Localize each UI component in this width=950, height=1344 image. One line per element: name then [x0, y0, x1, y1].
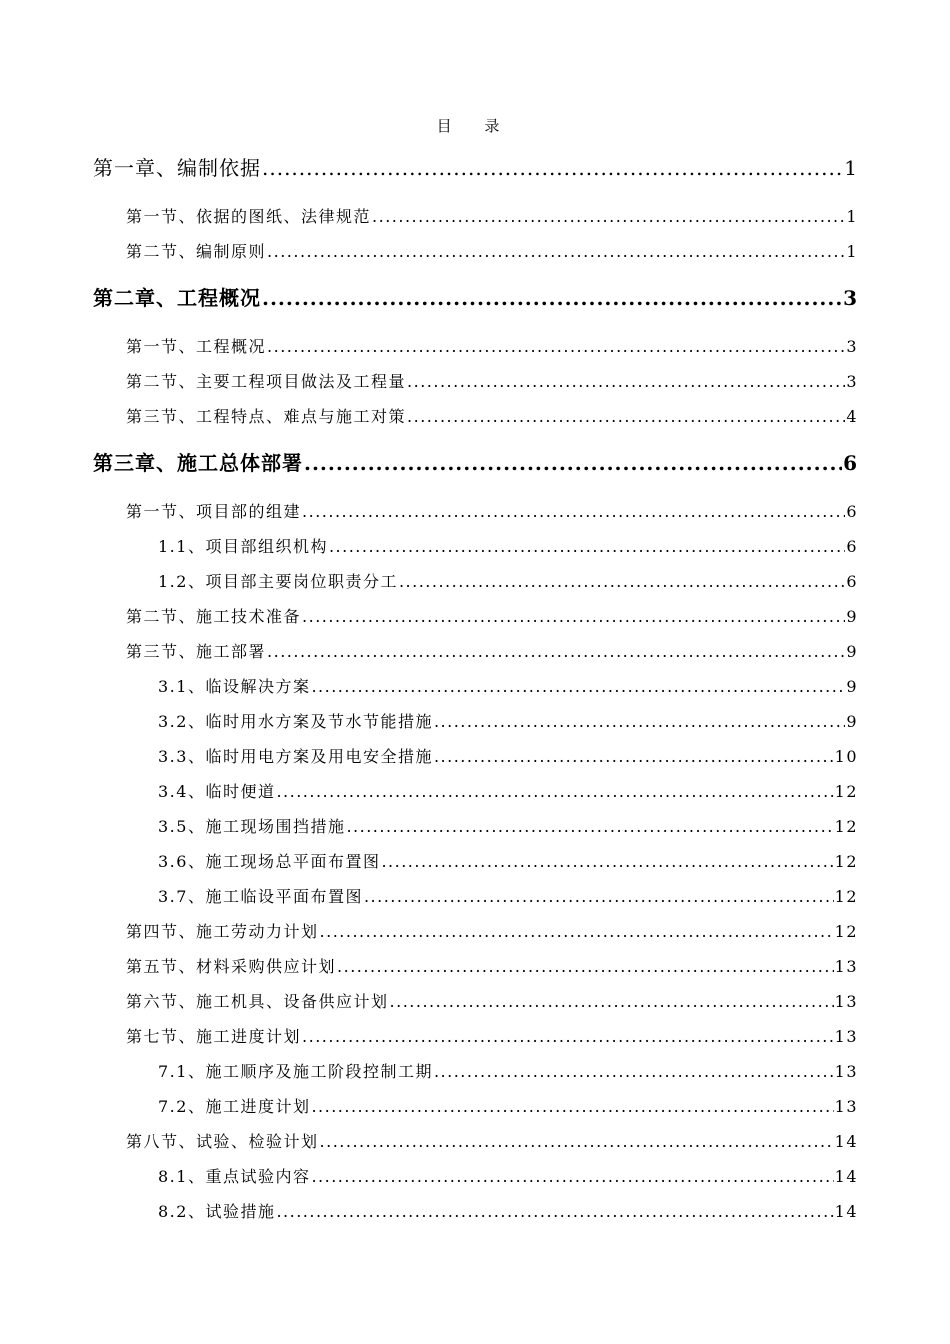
dot-leader	[262, 286, 842, 310]
toc-section-3-1[interactable]	[126, 499, 858, 522]
toc-page-number: 4	[846, 407, 858, 426]
dot-leader	[407, 372, 845, 391]
toc-label: 第二节、主要工程项目做法及工程量	[126, 372, 407, 391]
toc-subsection-1-1[interactable]	[158, 534, 858, 557]
toc-section-3-5[interactable]	[126, 954, 858, 977]
dot-leader	[372, 207, 845, 226]
toc-page-number: 6	[846, 537, 858, 556]
toc-page-number: 14	[834, 1202, 858, 1221]
toc-subsection-3-7[interactable]	[158, 884, 858, 907]
toc-page-number: 6	[843, 451, 858, 475]
dot-leader	[320, 1132, 834, 1151]
toc-label: 第五节、材料采购供应计划	[126, 957, 337, 976]
toc-section-3-3[interactable]	[126, 639, 858, 662]
toc-label: 第一节、工程概况	[126, 337, 267, 356]
toc-label: 3.1、临设解决方案	[158, 677, 311, 696]
toc-label: 第三节、工程特点、难点与施工对策	[126, 407, 407, 426]
dot-leader	[381, 852, 833, 871]
toc-label: 3.5、施工现场围挡措施	[158, 817, 346, 836]
toc-page-number: 14	[834, 1132, 858, 1151]
toc-section-3-4[interactable]	[126, 919, 858, 942]
toc-page-number: 3	[846, 372, 858, 391]
dot-leader	[346, 817, 833, 836]
toc-label: 3.7、施工临设平面布置图	[158, 887, 363, 906]
toc-page-number: 13	[834, 957, 858, 976]
dot-leader	[337, 957, 834, 976]
toc-label: 8.2、试验措施	[158, 1202, 276, 1221]
toc-section-2-2[interactable]	[126, 369, 858, 392]
toc-subsection-8-2[interactable]	[158, 1199, 858, 1222]
toc-page-number: 1	[844, 156, 858, 180]
toc-label: 第三章、施工总体部署	[93, 451, 303, 475]
dot-leader	[302, 1027, 834, 1046]
dot-leader	[320, 922, 834, 941]
toc-label: 第一节、依据的图纸、法律规范	[126, 207, 372, 226]
toc-page-number: 12	[834, 817, 858, 836]
toc-page-number: 12	[834, 922, 858, 941]
toc-label: 7.1、施工顺序及施工阶段控制工期	[158, 1062, 433, 1081]
toc-subsection-8-1[interactable]	[158, 1164, 858, 1187]
toc-subsection-3-1[interactable]	[158, 674, 858, 697]
dot-leader	[434, 712, 845, 731]
toc-subsection-7-1[interactable]	[158, 1059, 858, 1082]
toc-label: 第二章、工程概况	[93, 286, 261, 310]
dot-leader	[276, 1202, 833, 1221]
toc-label: 1.1、项目部组织机构	[158, 537, 328, 556]
toc-label: 7.2、施工进度计划	[158, 1097, 311, 1116]
toc-label: 3.6、施工现场总平面布置图	[158, 852, 381, 871]
dot-leader	[267, 642, 845, 661]
toc-label: 3.2、临时用水方案及节水节能措施	[158, 712, 433, 731]
toc-section-3-7[interactable]	[126, 1024, 858, 1047]
dot-leader	[304, 451, 842, 475]
toc-page-number: 13	[834, 992, 858, 1011]
toc-section-3-2[interactable]	[126, 604, 858, 627]
dot-leader	[329, 537, 845, 556]
toc-label: 1.2、项目部主要岗位职责分工	[158, 572, 398, 591]
dot-leader	[276, 782, 833, 801]
toc-section-3-8[interactable]	[126, 1129, 858, 1152]
toc-subsection-3-3[interactable]	[158, 744, 858, 767]
toc-section-3-6[interactable]	[126, 989, 858, 1012]
toc-page-number: 13	[834, 1097, 858, 1116]
toc-page-number: 9	[846, 712, 858, 731]
toc-label: 第一节、项目部的组建	[126, 502, 302, 521]
toc-section-2-1[interactable]	[126, 334, 858, 357]
toc-title: 目 录	[436, 117, 514, 135]
toc-page-number: 6	[846, 502, 858, 521]
toc-label: 3.3、临时用电方案及用电安全措施	[158, 747, 433, 766]
dot-leader	[364, 887, 834, 906]
toc-page-number: 12	[834, 852, 858, 871]
dot-leader	[302, 607, 845, 626]
toc-page-number: 9	[846, 642, 858, 661]
toc-label: 第二节、编制原则	[126, 242, 267, 261]
toc-chapter-3[interactable]	[93, 447, 858, 476]
toc-page-number: 6	[846, 572, 858, 591]
toc-page-number: 12	[834, 887, 858, 906]
toc-label: 8.1、重点试验内容	[158, 1167, 311, 1186]
toc-label: 第六节、施工机具、设备供应计划	[126, 992, 389, 1011]
dot-leader	[407, 407, 845, 426]
dot-leader	[434, 1062, 834, 1081]
dot-leader	[399, 572, 845, 591]
toc-page-number: 1	[846, 242, 858, 261]
dot-leader	[311, 677, 845, 696]
toc-label: 第七节、施工进度计划	[126, 1027, 302, 1046]
toc-subsection-3-4[interactable]	[158, 779, 858, 802]
toc-label: 第八节、试验、检验计划	[126, 1132, 319, 1151]
toc-subsection-7-2[interactable]	[158, 1094, 858, 1117]
toc-page-number: 13	[834, 1062, 858, 1081]
toc-subsection-3-5[interactable]	[158, 814, 858, 837]
dot-leader	[311, 1097, 833, 1116]
toc-page-number: 9	[846, 677, 858, 696]
toc-label: 第三节、施工部署	[126, 642, 267, 661]
dot-leader	[434, 747, 834, 766]
toc-page-number: 3	[843, 286, 858, 310]
dot-leader	[302, 502, 845, 521]
dot-leader	[267, 242, 845, 261]
toc-section-2-3[interactable]	[126, 404, 858, 427]
toc-label: 3.4、临时便道	[158, 782, 276, 801]
toc-subsection-3-2[interactable]	[158, 709, 858, 732]
dot-leader	[267, 337, 845, 356]
toc-subsection-3-6[interactable]	[158, 849, 858, 872]
toc-section-1-1[interactable]	[126, 204, 858, 227]
toc-page-number: 13	[834, 1027, 858, 1046]
toc-page-number: 1	[846, 207, 858, 226]
dot-leader	[390, 992, 834, 1011]
toc-page-number: 14	[834, 1167, 858, 1186]
dot-leader	[311, 1167, 833, 1186]
toc-chapter-1[interactable]	[93, 152, 858, 181]
toc-section-1-2[interactable]	[126, 239, 858, 262]
toc-page-number: 10	[834, 747, 858, 766]
toc-page-number: 3	[846, 337, 858, 356]
toc-chapter-2[interactable]	[93, 282, 858, 311]
toc-label: 第四节、施工劳动力计划	[126, 922, 319, 941]
toc-page-number: 9	[846, 607, 858, 626]
toc-label: 第二节、施工技术准备	[126, 607, 302, 626]
toc-page-number: 12	[834, 782, 858, 801]
dot-leader	[262, 156, 843, 180]
toc-subsection-1-2[interactable]	[158, 569, 858, 592]
toc-label: 第一章、编制依据	[93, 156, 261, 180]
